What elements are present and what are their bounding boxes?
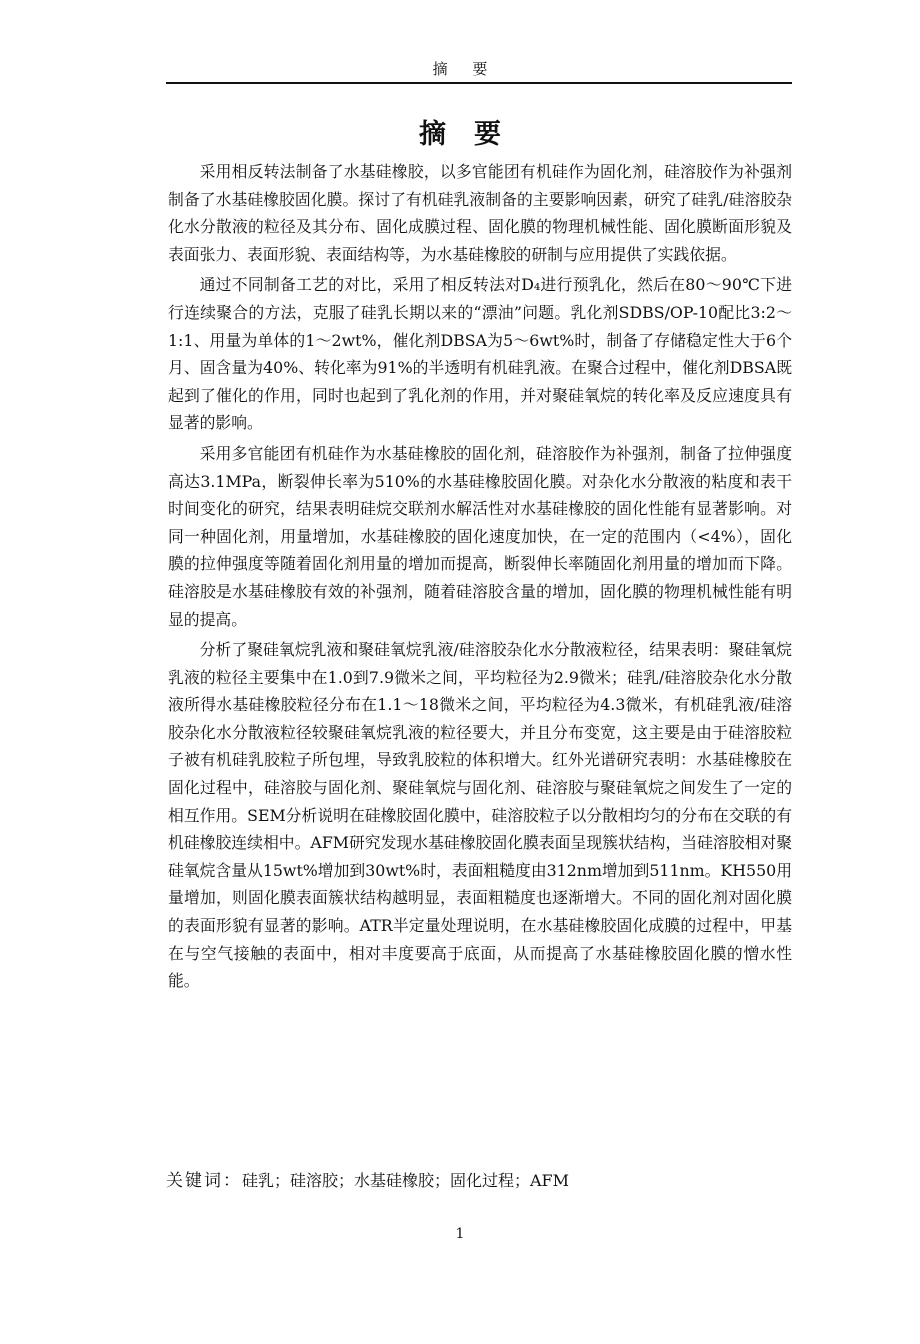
paragraph-3: 采用多官能团有机硅作为水基硅橡胶的固化剂，硅溶胶作为补强剂，制备了拉伸强度高达3.1MPa，断裂伸长率为510%的水基硅橡胶固化膜。对杂化水分散液的粘度和表干时间变化的研究，结果表明硅烷交联剂水解活性对水基硅橡胶的固化性能有显著影响。对同一种固化剂，用量增加，水基硅橡胶的固化速度加快，在一定的范围内（<4%），固化膜的拉伸强度等随着固化剂用量的增加而提高，断裂伸长率随固化剂用量的增加而下降。硅溶胶是水基硅橡胶有效的补强剂，随着硅溶胶含量的增加，固化膜的物理机械性能有明显的提高。: [168, 443, 792, 629]
page-title: 摘要: [419, 119, 529, 150]
keywords-value: 硅乳；硅溶胶；水基硅橡胶；固化过程；AFM: [242, 1171, 570, 1190]
paragraph-2: 通过不同制备工艺的对比，采用了相反转法对D₄进行预乳化，然后在80～90℃下进行连续聚合的方法，克服了硅乳长期以来的“漂油”问题。乳化剂SDBS/OP-10配比3:2～1:1、用量为单体的1～2wt%，催化剂DBSA为5～6wt%时，制备了存储稳定性大于6个月、固含量为40%、转化率为91%的半透明有机硅乳液。在聚合过程中，催化剂DBSA既起到了催化的作用，同时也起到了乳化剂的作用，并对聚硅氧烷的转化率及反应速度具有显著的影响。: [168, 275, 792, 433]
page-number: 1: [455, 1226, 465, 1242]
running-header: 摘 要: [432, 60, 498, 78]
abstract-body: [168, 158, 792, 998]
paragraph-4: 分析了聚硅氧烷乳液和聚硅氧烷乳液/硅溶胶杂化水分散液粒径，结果表明：聚硅氧烷乳液的粒径主要集中在1.0到7.9微米之间，平均粒径为2.9微米；硅乳/硅溶胶杂化水分散液所得水基硅橡胶粒径分布在1.1～18微米之间，平均粒径为4.3微米，有机硅乳液/硅溶胶杂化水分散液粒径较聚硅氧烷乳液的粒径要大，并且分布变宽，这主要是由于硅溶胶粒子被有机硅乳胶粒子所包埋，导致乳胶粒的体积增大。红外光谱研究表明：水基硅橡胶在固化过程中，硅溶胶与固化剂、聚硅氧烷与固化剂、硅溶胶与聚硅氧烷之间发生了一定的相互作用。SEM分析说明在硅橡胶固化膜中，硅溶胶粒子以分散相均匀的分布在交联的有机硅橡胶连续相中。AFM研究发现水基硅橡胶固化膜表面呈现簇状结构，当硅溶胶相对聚硅氧烷含量从15wt%增加到30wt%时，表面粗糙度由312nm增加到511nm。KH550用量增加，则固化膜表面簇状结构越明显，表面粗糙度也逐渐增大。不同的固化剂对固化膜的表面形貌有显著的影响。ATR半定量处理说明，在水基硅橡胶固化成膜的过程中，甲基在与空气接触的表面中，相对丰度要高于底面，从而提高了水基硅橡胶固化膜的憎水性能。: [168, 640, 792, 991]
header-rule: [166, 82, 792, 84]
paragraph-1: 采用相反转法制备了水基硅橡胶，以多官能团有机硅作为固化剂，硅溶胶作为补强剂制备了水基硅橡胶固化膜。探讨了有机硅乳液制备的主要影响因素，研究了硅乳/硅溶胶杂化水分散液的粒径及其分布、固化成膜过程、固化膜的物理机械性能、固化膜断面形貌及表面张力、表面形貌、表面结构等，为水基硅橡胶的研制与应用提供了实践依据。: [168, 162, 792, 264]
keywords-line: [166, 1166, 792, 1191]
keywords-label: 关键词：: [166, 1171, 242, 1191]
